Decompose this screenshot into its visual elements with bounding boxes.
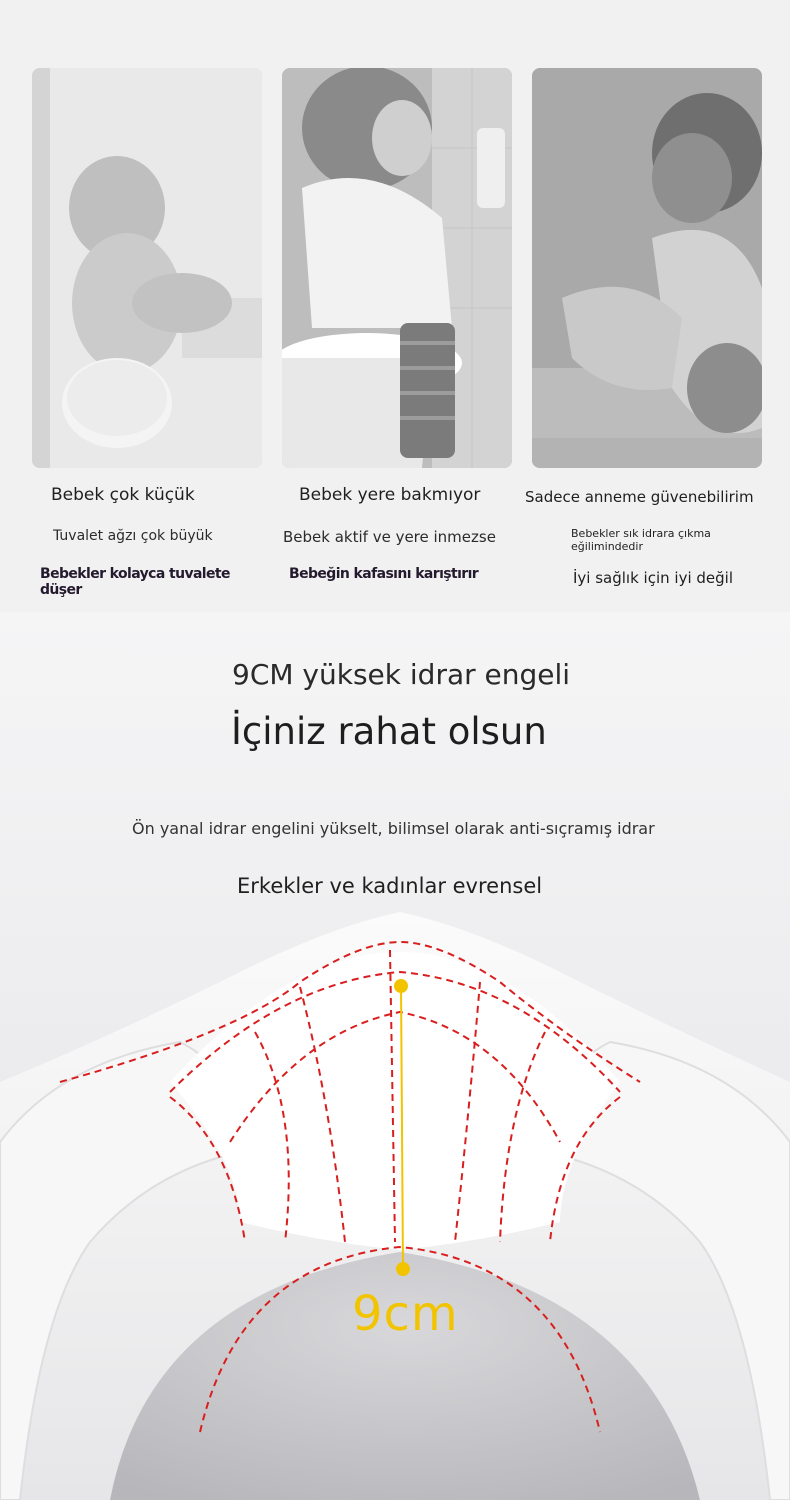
feature-description: Ön yanal idrar engelini yükselt, bilimsel olarak anti-sıçramış idrar — [132, 819, 655, 838]
card-3-title: Sadece anneme güvenebilirim — [525, 488, 754, 506]
card-2-title: Bebek yere bakmıyor — [299, 485, 481, 505]
child-on-toilet-photo — [282, 68, 512, 468]
problems-section — [0, 0, 790, 612]
baby-diaper-photo — [32, 68, 262, 468]
feature-subheading: İçiniz rahat olsun — [231, 710, 547, 753]
measure-top-dot — [394, 979, 408, 993]
card-1-line2: Tuvalet ağzı çok büyük — [53, 528, 213, 544]
feature-section — [0, 612, 790, 1500]
feature-universal: Erkekler ve kadınlar evrensel — [237, 874, 543, 898]
measure-bottom-dot — [396, 1262, 410, 1276]
card-3-line3: İyi sağlık için iyi değil — [573, 569, 733, 587]
measure-label: 9cm — [352, 1286, 459, 1342]
card-2-line3: Bebeğin kafasını karıştırır — [289, 566, 479, 582]
card-1-title: Bebek çok küçük — [51, 485, 195, 505]
feature-heading: 9CM yüksek idrar engeli — [232, 658, 571, 691]
card-3-line2: Bebekler sık idrara çıkma eğilimindedir — [571, 527, 711, 553]
card-2-line2: Bebek aktif ve yere inmezse — [283, 528, 496, 546]
card-1-line3: Bebekler kolayca tuvalete düşer — [40, 566, 230, 598]
crying-child-photo — [532, 68, 762, 468]
potty-seat-illustration — [0, 912, 790, 1500]
